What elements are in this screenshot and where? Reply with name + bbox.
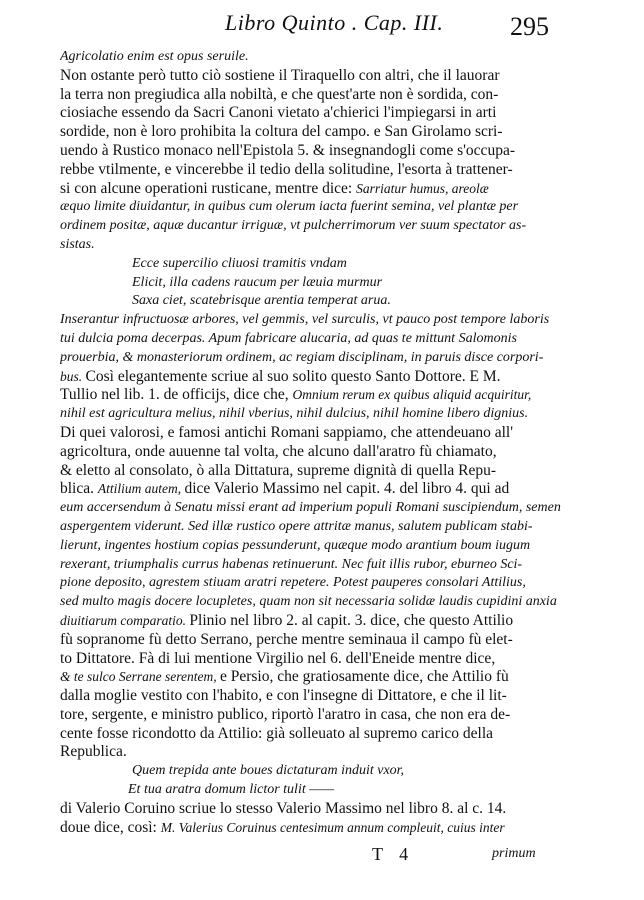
page-footer (60, 844, 580, 874)
roman-segment: blica. (60, 480, 98, 498)
text-line: tore, sergente, e ministro publico, riportò l'aratro in casa, che non era de- (60, 705, 511, 723)
text-line: prouerbia, & monasteriorum ordinem, ac regiam disciplinam, in paruis disce corpori- (60, 349, 544, 365)
text-line (60, 180, 580, 199)
roman-segment: e Persio, che gratiosamente dice, che Attilio fù (219, 668, 509, 686)
text-line: sed multo magis docere locupletes, quam non sit necessaria solidæ laudis cupidini anxia (60, 594, 557, 610)
roman-segment: dice Valerio Massimo nel capit. 4. del libro 4. qui ad (184, 480, 510, 498)
text-line: lierunt, ingentes hostium copias pessunderunt, quæque modo arantium boum iugum (60, 537, 531, 553)
roman-segment: si con alcune operationi rusticane, mentre dice: (60, 179, 357, 197)
text-line: Et tua aratra domum lictor tulit —— (128, 782, 335, 798)
page-number: 295 (510, 12, 549, 41)
italic-segment: Omnium rerum ex quibus aliquid acquiritur, (292, 387, 532, 403)
italic-segment: Attilium autem, (97, 481, 185, 497)
roman-segment: Tullio nel lib. 1. de officijs, dice che, (60, 386, 293, 404)
text-line (60, 480, 580, 499)
italic-segment: diuitiarum comparatio. (60, 612, 190, 628)
text-line (60, 386, 580, 405)
text-line: Saxa ciet, scatebrisque arentia temperat arua. (132, 293, 391, 309)
text-line (60, 612, 580, 631)
page-body (60, 48, 580, 837)
text-line: uendo à Rustico monaco nell'Epistola 5. & insegnandogli come s'occupa- (60, 141, 515, 159)
text-line (60, 368, 580, 387)
text-line: aspergentem viderunt. Sed illæ rustico opere attritæ manus, salutem publicam stabi- (60, 518, 533, 534)
text-line: Inserantur infructuosæ arbores, vel gemmis, vel surculis, vt pauco post tempore laboris (60, 312, 550, 328)
text-line: Ecce supercilio cliuosi tramitis vndam (132, 255, 347, 271)
text-line: Quem trepida ante boues dictaturam induit vxor, (132, 763, 405, 779)
text-line: agricoltura, onde auuenne tal volta, che alcuno dall'aratro fù chiamato, (60, 442, 497, 460)
roman-segment: Così elegantemente scriue al suo solito questo Santo Dottore. E M. (85, 367, 501, 385)
page-header (0, 4, 644, 44)
roman-segment: doue dice, così: (60, 818, 161, 836)
text-line: Non ostante però tutto ciò sostiene il Tiraquello con altri, che il lauorar (60, 66, 500, 84)
text-line (60, 819, 580, 838)
text-line: sistas. (60, 236, 95, 252)
text-line: nihil est agricultura melius, nihil vberius, nihil dulcius, nihil homine libero dignius. (60, 406, 529, 422)
italic-segment: bus. (60, 368, 86, 384)
text-line: la terra non pregiudica alla nobiltà, e che quest'arte non è sordida, con- (60, 85, 499, 103)
text-line: ciosiache essendo da Sacri Canoni vietato a'chierici l'impiegarsi in arti (60, 104, 497, 122)
text-line: & eletto al consolato, ò alla Dittatura, supreme dignità di quella Repu- (60, 461, 497, 479)
text-line: rexerant, triumphalis currus habenas retinuerunt. Nec fuit illis rubor, eburneo Sci- (60, 556, 523, 572)
text-line: cente fosse ricondotto da Attilio: già solleuato al supremo carico della (60, 724, 494, 742)
italic-segment: M. Valerius Coruinus centesimum annum compleuit, cuius inter (160, 819, 505, 835)
text-line: ordinem positæ, aquæ ducantur irriguæ, vt pulcherrimorum ver suum spectator as- (60, 218, 527, 234)
text-line: to Dittatore. Fà di lui mentione Virgilio nel 6. dell'Eneide mentre dice, (60, 649, 496, 667)
italic-segment: & te sulco Serrane serentem, (60, 669, 220, 685)
text-line: sordide, non è loro prohibita la coltura del campo. e San Girolamo scri- (60, 123, 503, 141)
text-line: rebbe vtilmente, e vincerebbe il tedio della solitudine, l'esorta à trattener- (60, 160, 513, 178)
text-line: Di quei valorosi, e famosi antichi Romani sappiamo, che attendeuano all' (60, 423, 514, 441)
text-line: Agricolatio enim est opus seruile. (60, 49, 249, 64)
text-line: dalla moglie vestito con l'habito, e con l'insegne di Dittatore, e che il lit- (60, 687, 507, 705)
text-line: æquo limite diuidantur, in quibus cum olerum iacta fuerint semina, vel plantæ per (60, 199, 519, 215)
text-line: pione deposito, agrestem stiuam aratri repetere. Potest pauperes consolari Attilius, (60, 575, 526, 591)
text-line: tui dulcia poma decerpas. Apum fabricare alucaria, ad quas te mittunt Salomonis (60, 330, 517, 346)
text-line: fù sopranome fù detto Serrano, perche mentre seminaua il campo fù elet- (60, 630, 513, 648)
catchword: primum (492, 846, 536, 861)
text-line: di Valerio Coruino scriue lo stesso Valerio Massimo nel libro 8. al c. 14. (60, 799, 507, 817)
text-line: Elicit, illa cadens raucum per læuia murmur (132, 274, 383, 290)
text-line (60, 668, 580, 687)
text-line: eum accersendum à Senatu missi erant ad imperium populi Romani suscipiendum, semen (60, 500, 561, 516)
roman-segment: Plinio nel libro 2. al capit. 3. dice, che questo Attilio (189, 611, 514, 629)
text-line: Republica. (60, 743, 127, 761)
italic-segment: Sarriatur humus, areolæ (356, 180, 489, 196)
running-head: Libro Quinto . Cap. III. (225, 10, 444, 35)
signature-mark: T 4 (372, 844, 415, 864)
